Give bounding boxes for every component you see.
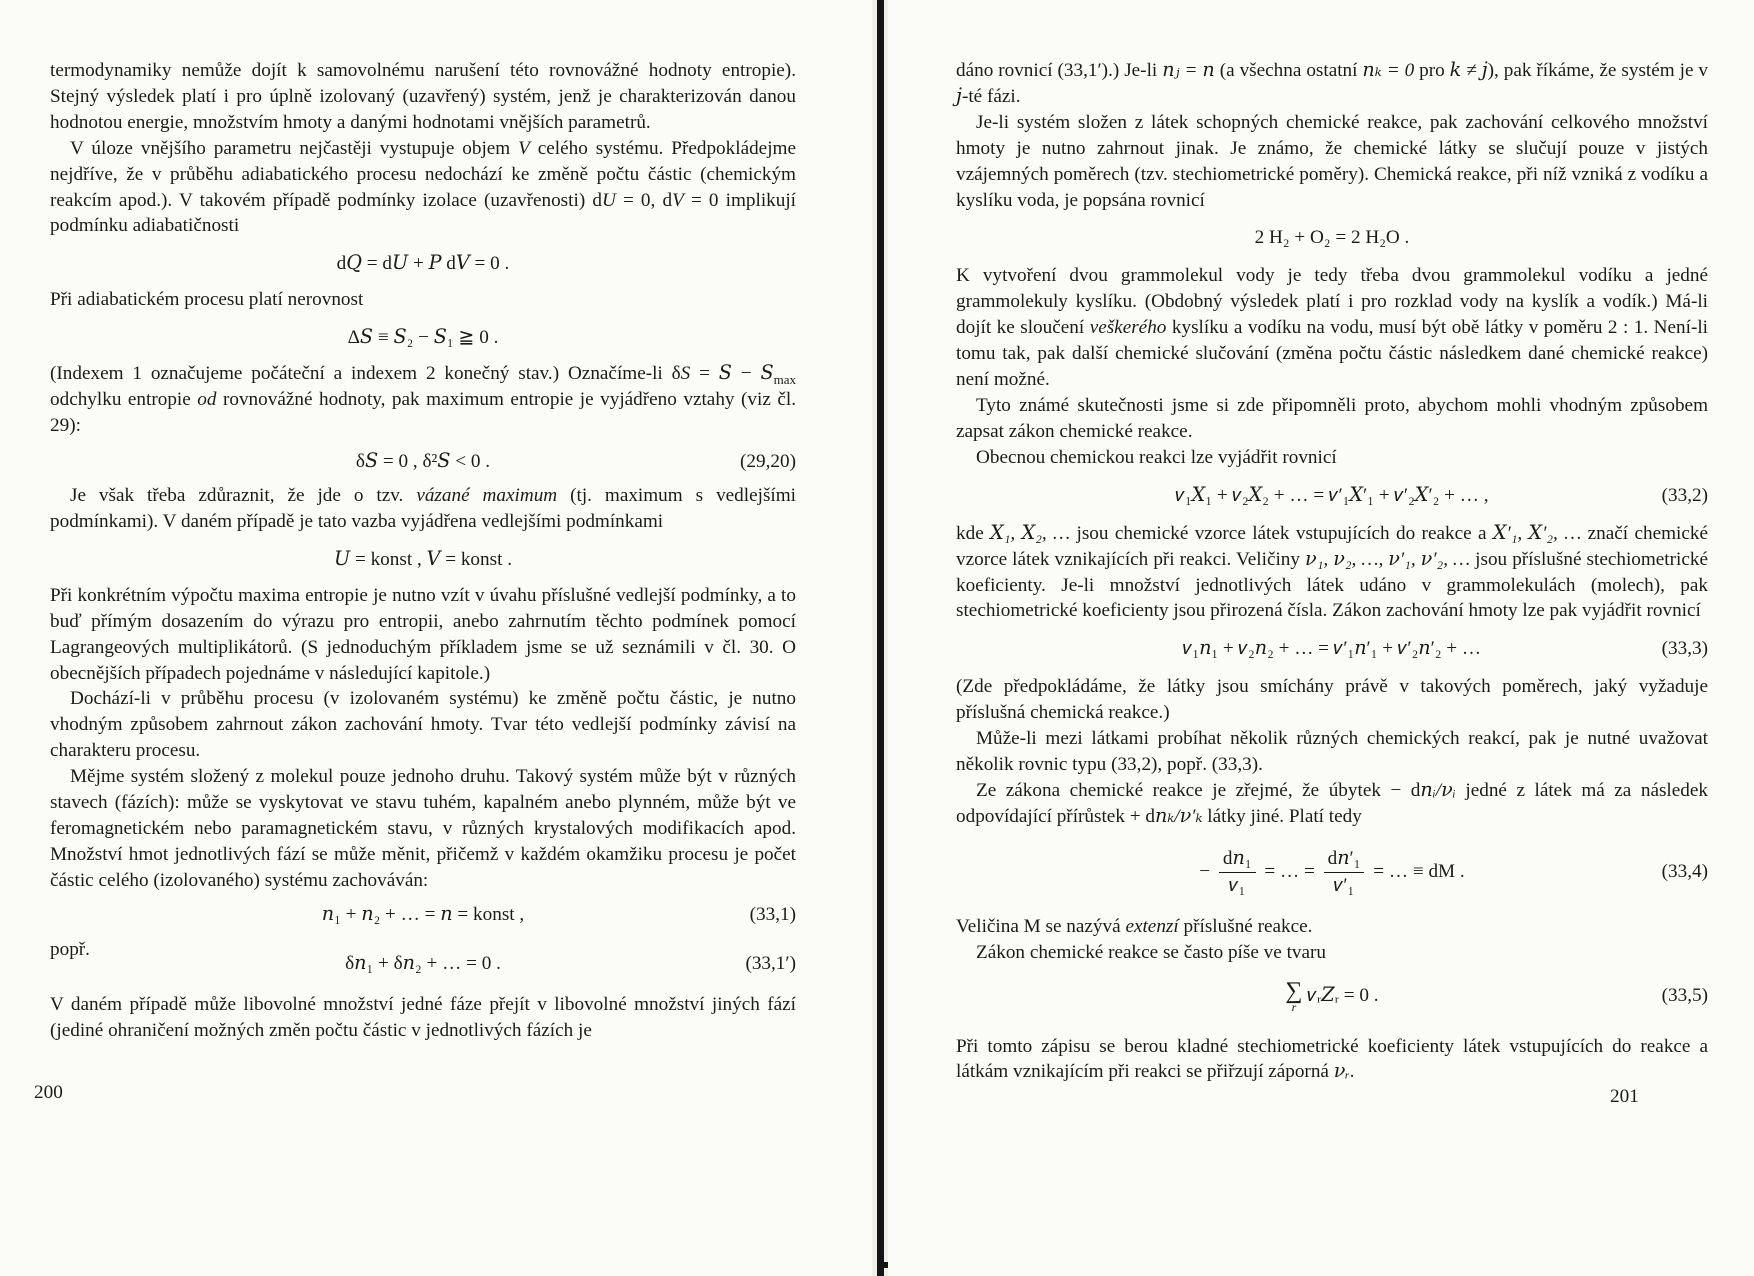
equation-33-2: 𝜈₁𝑋₁ + 𝜈₂𝑋₂ + … = 𝜈′₁𝑋′₁ + 𝜈′₂𝑋′₂ + … , (33,2) [1175,484,1708,506]
left-page-text [50,58,796,1043]
summation: ∑ r [1285,978,1303,1015]
paragraph: Ze zákona chemické reakce je zřejmé, že úbytek − d𝑛ᵢ/𝜈ᵢ jedné z látek má za následek odpovídající přírůstek + d𝑛ₖ/𝜈′ₖ látky jiné. Platí tedy [956,779,1708,827]
equation-dq: d𝑄 = d𝑈 + 𝑃 d𝑉 = 0 . [336,253,510,275]
paragraph: dáno rovnicí (33,1′).) Je-li 𝑛ⱼ = 𝑛 (a všechna ostatní 𝑛ₖ = 0 pro 𝑘 ≠ 𝑗), pak říkáme, že systém je v 𝑗-té fázi. [956,60,1708,107]
paragraph: Dochází-li v průběhu procesu (v izolovaném systému) ke změně počtu částic, je nutno vhodným způsobem zahrnout zákon zachování hmoty. Tvar této vedlejší podmínky závisí na charakteru procesu. [50,688,796,762]
paragraph: Veličina M se nazývá extenzí příslušné reakce. [956,915,1313,937]
paragraph: Tyto známé skutečnosti jsme si zde připomněli proto, abychom mohli vhodným způsobem zapsat zákon chemické reakce. [956,394,1708,442]
paragraph: Je však třeba zdůraznit, že jde o tzv. vázané maximum (tj. maximum s vedlejšími podmínkami). V daném případě je tato vazba vyjádřena vedlejšími podmínkami [50,484,796,532]
paragraph: Může-li mezi látkami probíhat několik různých chemických reakcí, pak je nutné uvažovat několik rovnic typu (33,2), popř. (33,3). [956,728,1708,776]
equation-29-20: δ𝑆 = 0 , δ²𝑆 < 0 . (29,20) [355,450,796,472]
paragraph: Při adiabatickém procesu platí nerovnost [50,289,364,311]
paragraph: Při tomto zápisu se berou kladné stechiometrické koeficienty látek vstupujících do reakce a látkám vznikajícím při reakci se přiřzují záporná 𝜈ᵣ. [956,1035,1708,1083]
paragraph: (Zde předpokládáme, že látky jsou smíchány právě v takových poměrech, jaký vyžaduje příslušná chemická reakce.) [956,676,1708,724]
equation-33-3: 𝜈₁𝑛₁ + 𝜈₂𝑛₂ + … = 𝜈′₁𝑛′₁ + 𝜈′₂𝑛′₂ + … (33,3) [1182,638,1708,660]
equation-33-4: − $\frac{\text{d𝑛₁}}{\text{𝜈₁}}$ = … = $\frac{\text{d𝑛′₁}}{\text{𝜈′₁}}$ = … ≡ dM . (33,4) [956,844,1708,900]
paragraph: Mějme systém složený z molekul pouze jednoho druhu. Takový systém může být v různých stavech (fázích): může se vyskytovat ve stavu tuhém, kapalném anebo plynném, může být ve feromagnetickém nebo paramagnetickém stavu, v různých krystalových modifikacích apod. Množství hmot jednotlivých fází se může měnit, přičemž v každém okamžiku procesu je počet částic celého (izolovaného) systému zachováván: [50,766,796,891]
paragraph: V úloze vnějšího parametru nejčastěji vystupuje objem V celého systému. Předpokládejme nejdříve, že v průběhu adiabatického procesu nedochází ke změně počtu částic (chemickým reakcím apod.). V takovém případě podmínky izolace (uzavřenosti) dU = 0, dV = 0 implikují podmínku adiabatičnosti [50,137,797,237]
paragraph: V daném případě může libovolné množství jedné fáze přejít v libovolné množství jiných fází (jediné ohraničení možných změn počtu částic v jednotlivých fázích je [50,993,796,1041]
paragraph: K vytvoření dvou grammolekul vody je tedy třeba dvou grammolekul vodíku a jedné grammolekuly kyslíku. (Obdobný výsledek platí i pro rozklad vody na kyslík a vodík.) Má-li dojít ke sloučení veškerého kyslíku a vodíku na vodu, musí být obě látky v poměru 2 : 1. Není-li tomu tak, pak další chemické slučování (změna počtu částic následkem dané chemické reakce) není možné. [956,265,1708,391]
equation-constraints: 𝑈 = konst , 𝑉 = konst . [334,548,512,570]
equation-33-1: 𝑛₁ + 𝑛₂ + … = 𝑛 = konst , (33,1) [321,903,796,925]
page-number: 200 [34,1082,63,1103]
paragraph: Zákon chemické reakce se často píše ve tvaru [976,941,1327,963]
equation-entropy-inequality: Δ𝑆 ≡ 𝑆₂ − 𝑆₁ ≧ 0 . [347,327,499,349]
fraction: $\frac{\text{d𝑛₁}}{\text{𝜈₁}}$ [1219,846,1256,899]
page-number: 201 [1610,1086,1639,1107]
paragraph: kde 𝑋₁, 𝑋₂, … jsou chemické vzorce látek vstupujících do reakce a 𝑋′₁, 𝑋′₂, … značí chemické vzorce látek vznikajících při reakci. Veličiny 𝜈₁, 𝜈₂, …, 𝜈′₁, 𝜈′₂, … jsou příslušné stechiometrické koeficienty. Je-li množství jednotlivých látek udáno v grammolekulách (molech), pak stechiometrické koeficienty jsou přirozená čísla. Zákon zachování hmoty lze pak vyjádřit rovnicí [956,522,1708,622]
equation-33-5: ∑ r 𝜈ᵣ𝑍ᵣ = 0 . (33,5) [1285,978,1708,1015]
equation-water: 2 H₂ + O₂ = 2 H₂O . [1254,227,1410,249]
fraction: $\frac{\text{d𝑛′₁}}{\text{𝜈′₁}}$ [1324,846,1365,899]
right-page [888,0,1754,1276]
paragraph: Při konkrétním výpočtu maxima entropie je nutno vzít v úvahu příslušné vedlejší podmínky, a to buď přímým dosazením do výrazu pro entropii, anebo zahrnutím těchto podmínek pomocí Lagrangeových multiplikátorů. (S jednoduchým příkladem jsme se už seznámili v čl. 30. O obecnějších případech pojednáme v následující kapitole.) [50,584,796,684]
paragraph: Je-li systém složen z látek schopných chemické reakce, pak zachování celkového množství hmoty je nutno zahrnout jinak. Je známo, že chemické látky se slučují pouze v jistých vzájemných poměrech (tzv. stechiometrické poměry). Chemická reakce, při níž vzniká z vodíku a kyslíku voda, je popsána rovnicí [956,111,1708,211]
left-page [0,0,872,1276]
equation-33-1-prime: popř. δ𝑛₁ + δ𝑛₂ + … = 0 . (33,1′) [50,938,796,974]
right-page-text [956,58,1708,1085]
paragraph: termodynamiky nemůže dojít k samovolnému narušení této rovnovážné hodnoty entropie). Stejný výsledek platí i pro úplně izolovaný (uzavřený) systém, jenž je charakterizován danou hodnotou energie, množstvím hmoty a danými hodnotami vnějších parametrů. [50,60,796,133]
paragraph: (Indexem 1 označujeme počáteční a indexem 2 konečný stav.) Označíme-li δS = 𝑆 − 𝑆$_{max}$ odchylku entropie od rovnovážné hodnoty, pak maximum entropie je vyjádřeno vztahy (viz čl. 29): [50,363,797,437]
paragraph: Obecnou chemickou reakci lze vyjádřit rovnicí [976,446,1337,468]
gutter-shadow [877,0,884,1276]
